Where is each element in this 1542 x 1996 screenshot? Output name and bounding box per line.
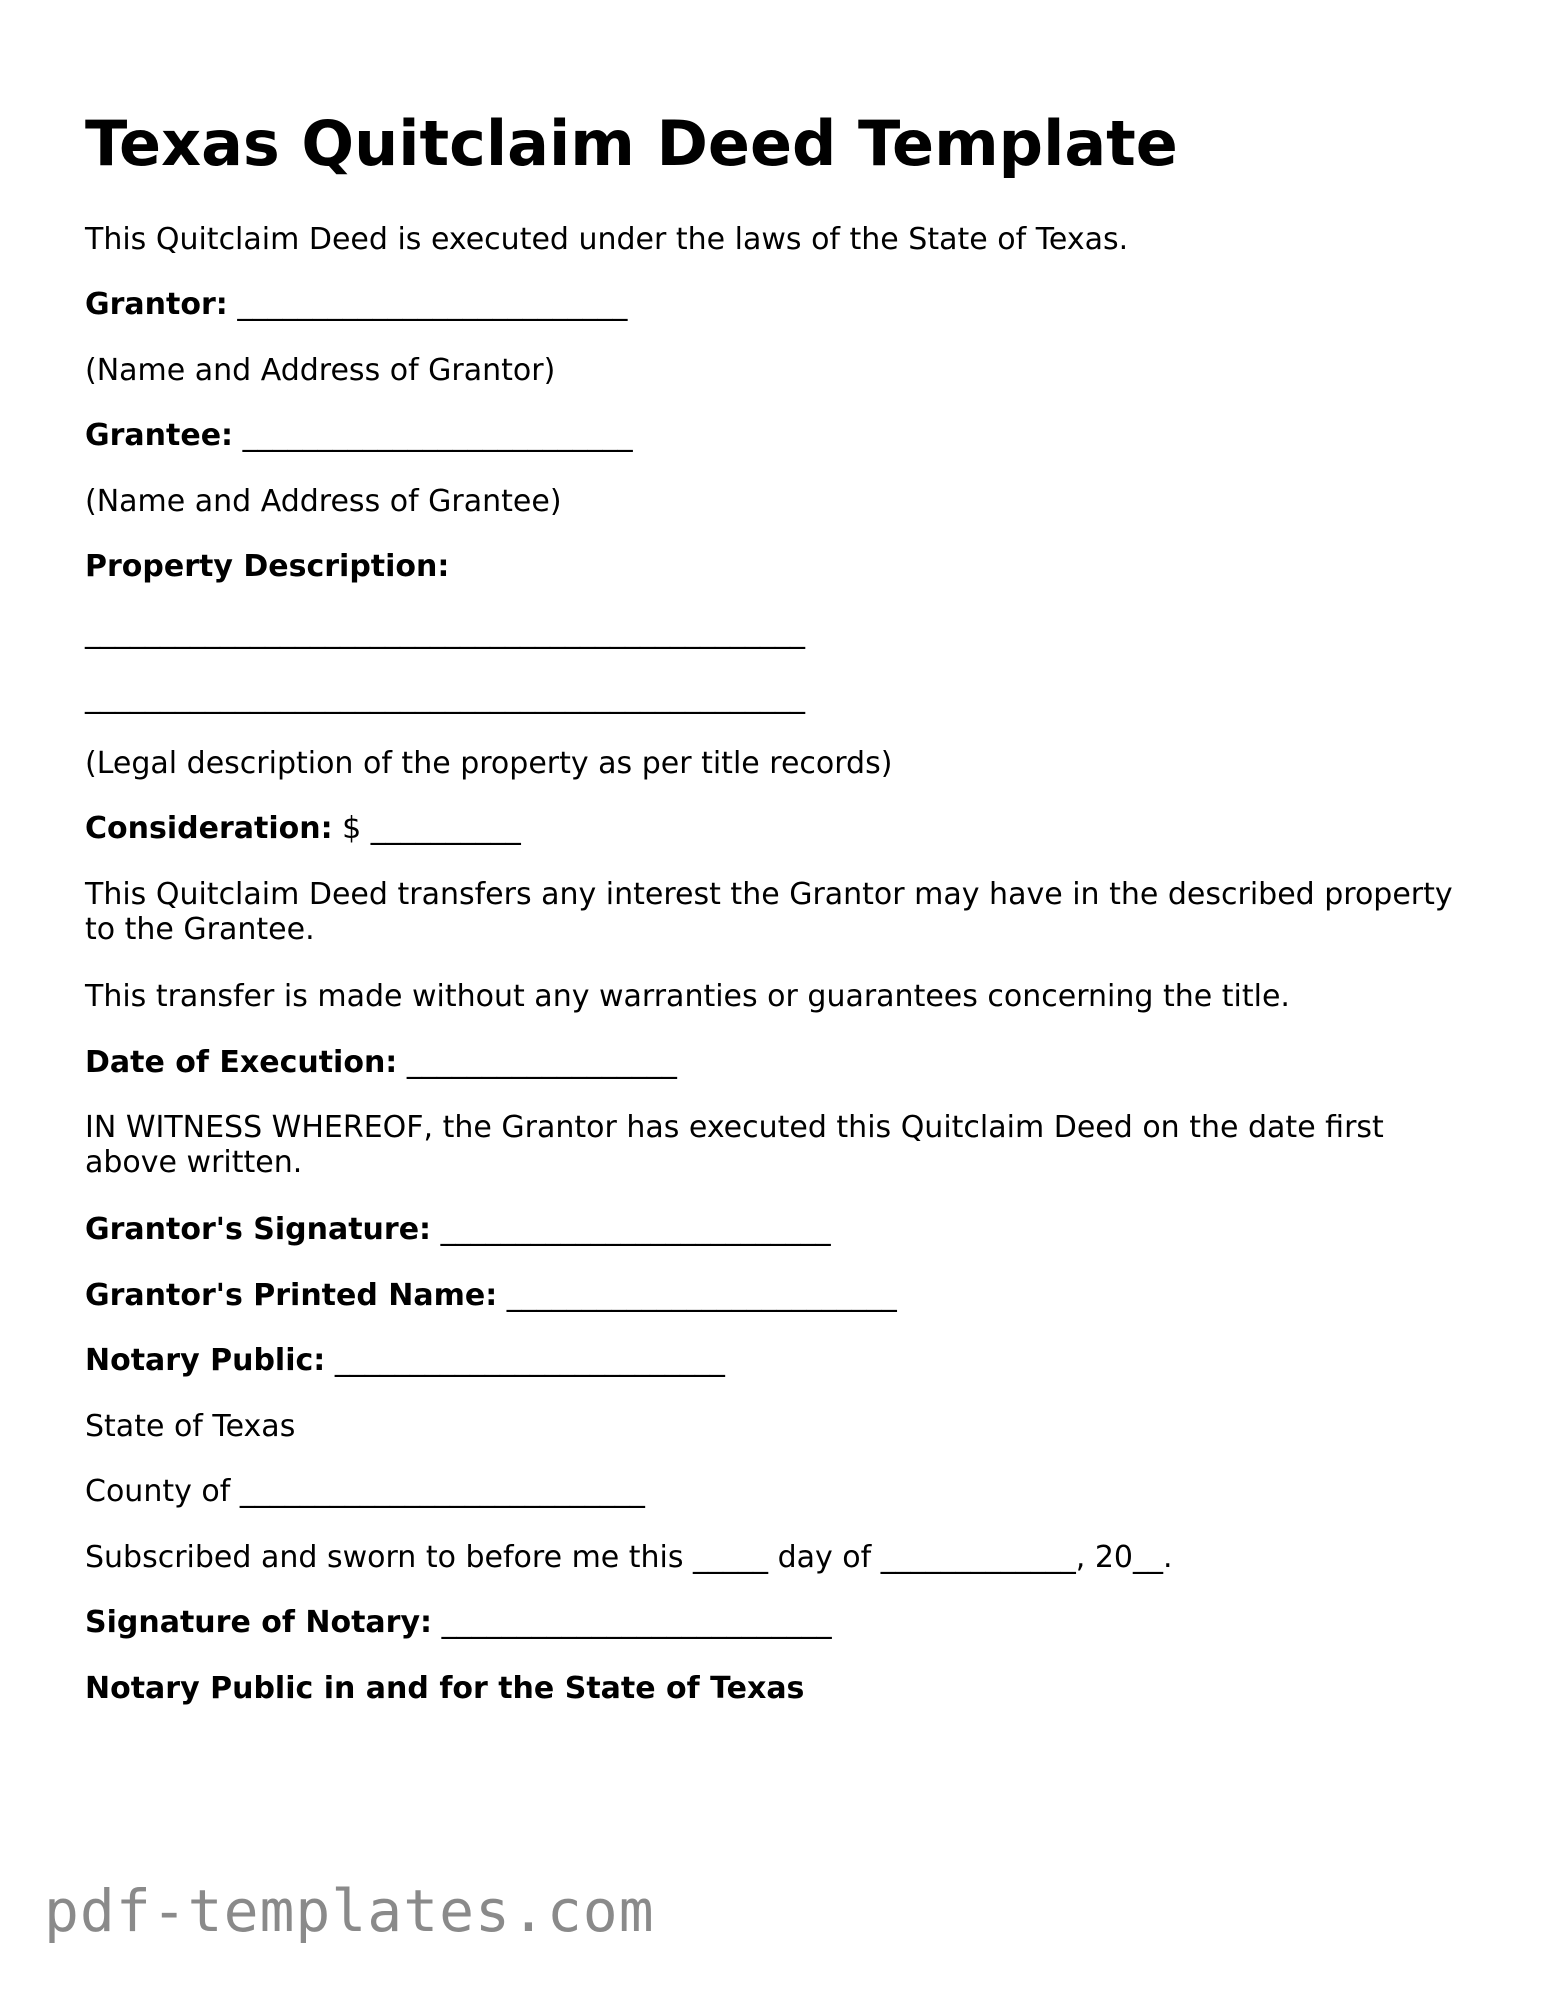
grantor-field [85,287,627,322]
state-line: State of Texas [85,1409,296,1444]
grantor-printed-name-blank: __________________________ [506,1278,897,1313]
execution-date-field [85,1045,677,1080]
notary-signature-blank: __________________________ [441,1605,832,1640]
notary-footer: Notary Public in and for the State of Texas [85,1671,805,1706]
notary-public-field [85,1343,725,1378]
consideration-blank: $ __________ [342,811,521,846]
notary-public-blank: __________________________ [334,1343,725,1378]
consideration-label: Consideration: [85,811,333,846]
grantee-note: (Name and Address of Grantee) [85,484,562,519]
property-description-label: Property Description: [85,549,450,584]
grantor-signature-label: Grantor's Signature: [85,1212,432,1247]
grantee-blank: __________________________ [242,418,633,453]
property-blank-line-2: ________________________________________________ [85,680,805,715]
notary-signature-field [85,1605,832,1640]
watermark: pdf-templates.com [44,1877,655,1945]
grantor-signature-blank: __________________________ [440,1212,831,1247]
grantor-signature-field [85,1212,831,1247]
warranty-paragraph: This transfer is made without any warranties or guarantees concerning the title. [85,979,1290,1014]
grantor-blank: __________________________ [237,287,628,322]
grantor-note: (Name and Address of Grantor) [85,353,556,388]
grantee-field [85,418,633,453]
county-line: County of ___________________________ [85,1474,645,1509]
notary-signature-label: Signature of Notary: [85,1605,433,1640]
document-title: Texas Quitclaim Deed Template [85,107,1178,180]
grantor-printed-name-field [85,1278,897,1313]
notary-public-label: Notary Public: [85,1343,326,1378]
grantor-label: Grantor: [85,287,228,322]
grantee-label: Grantee: [85,418,234,453]
consideration-field [85,811,521,846]
execution-date-label: Date of Execution: [85,1045,398,1080]
grantor-printed-name-label: Grantor's Printed Name: [85,1278,498,1313]
property-note: (Legal description of the property as per title records) [85,746,893,781]
transfer-paragraph: This Quitclaim Deed transfers any interest the Grantor may have in the described property to the Grantee. [85,877,1453,947]
execution-date-blank: __________________ [406,1045,677,1080]
sworn-line: Subscribed and sworn to before me this _____ day of _____________, 20__. [85,1540,1173,1575]
intro-text: This Quitclaim Deed is executed under the laws of the State of Texas. [85,222,1129,257]
witness-paragraph: IN WITNESS WHEREOF, the Grantor has executed this Quitclaim Deed on the date first above written. [85,1110,1384,1180]
property-blank-line-1: ________________________________________________ [85,615,805,650]
